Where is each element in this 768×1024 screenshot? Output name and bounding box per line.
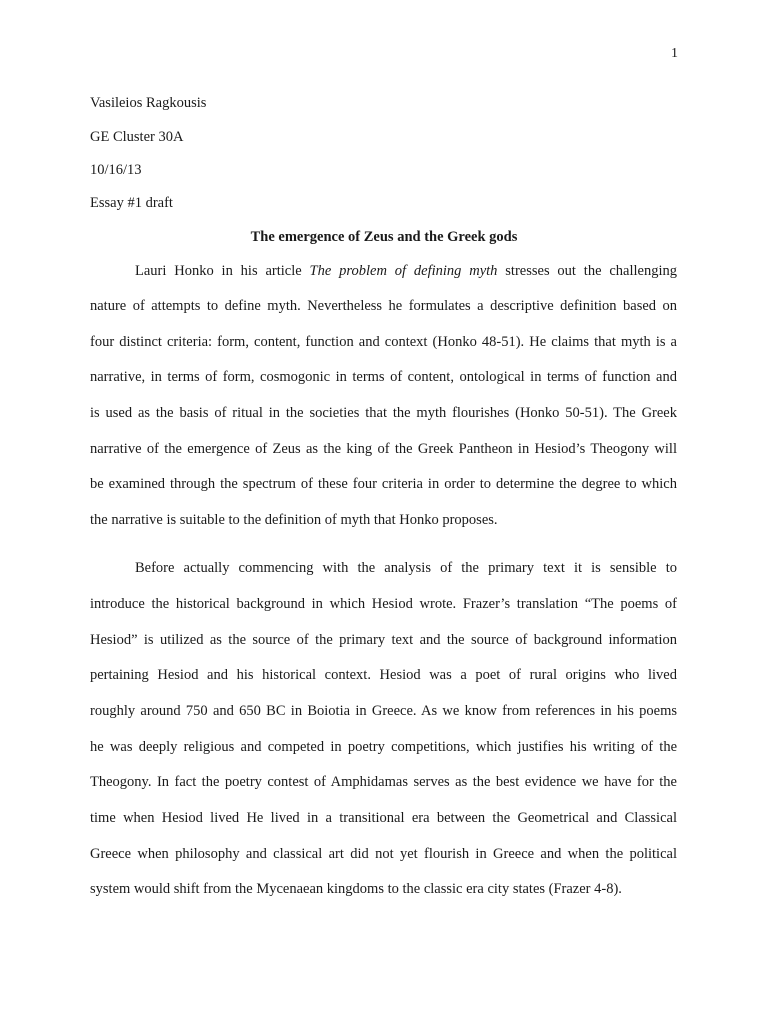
essay-title: The emergence of Zeus and the Greek gods [250,229,518,245]
paragraph-1-text: stresses out the challenging [497,263,678,279]
paragraph-2-line: pertaining Hesiod and his historical context. Hesiod was a poet of rural origins who lived [90,667,677,683]
paragraph-1-line: narrative, in terms of form, cosmogonic in terms of content, ontological in terms of function and [90,369,677,385]
course-name: GE Cluster 30A [90,129,184,145]
page-number: 1 [671,46,678,61]
paragraph-1-line: narrative of the emergence of Zeus as the king of the Greek Pantheon in Hesiod’s Theogony will [90,441,677,457]
paragraph-2-line: Theogony. In fact the poetry contest of Amphidamas serves as the best evidence we have for the [90,774,677,790]
paragraph-1-line: the narrative is suitable to the definition of myth that Honko proposes. [90,512,498,528]
paragraph-2-line: Hesiod” is utilized as the source of the primary text and the source of background information [90,632,677,648]
paragraph-2-line: system would shift from the Mycenaean kingdoms to the classic era city states (Frazer 4-8). [90,881,622,897]
paragraph-2-line-1: Before actually commencing with the analysis of the primary text it is sensible to [135,560,677,576]
paragraph-1-line-1 [135,262,677,280]
paragraph-1-line: be examined through the spectrum of these four criteria in order to determine the degree to which [90,476,677,492]
paragraph-2-line: Greece when philosophy and classical art did not yet flourish in Greece and when the political [90,846,677,862]
paragraph-2-line: roughly around 750 and 650 BC in Boiotia in Greece. As we know from references in his poems [90,703,677,719]
paragraph-2-line: he was deeply religious and competed in poetry competitions, which justifies his writing of the [90,739,677,755]
date-line: 10/16/13 [90,162,142,178]
paragraph-1-line: four distinct criteria: form, content, function and context (Honko 48-51). He claims that myth is a [90,334,677,350]
author-name: Vasileios Ragkousis [90,95,207,111]
paragraph-2-line: introduce the historical background in which Hesiod wrote. Frazer’s translation “The poems of [90,596,677,612]
article-title-italic: The problem of defining myth [309,263,498,279]
paragraph-1-line: is used as the basis of ritual in the societies that the myth flourishes (Honko 50-51). The Greek [90,405,677,421]
paragraph-2-line: time when Hesiod lived He lived in a transitional era between the Geometrical and Classical [90,810,677,826]
assignment-line: Essay #1 draft [90,195,173,211]
paragraph-1-line: nature of attempts to define myth. Nevertheless he formulates a descriptive definition based on [90,298,677,314]
paragraph-1-text: Lauri Honko in his article [135,263,310,279]
